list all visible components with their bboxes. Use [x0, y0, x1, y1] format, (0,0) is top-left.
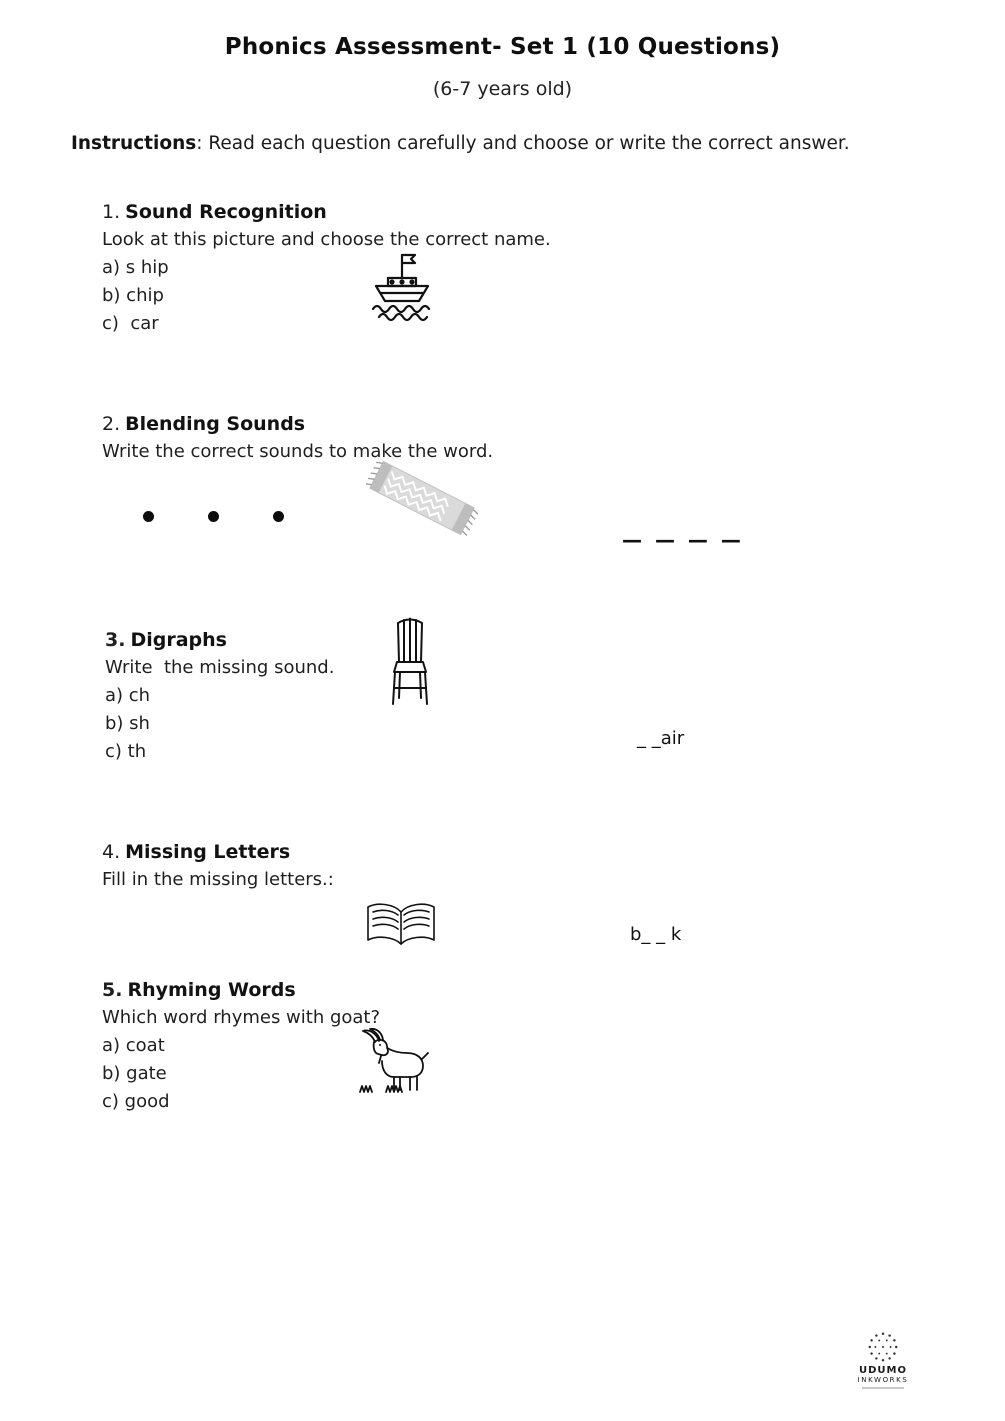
question-3 [105, 626, 334, 766]
brand-logo [852, 1330, 914, 1389]
question-5-heading [102, 976, 380, 1004]
question-4-title: Missing Letters [125, 841, 291, 863]
chair-icon [388, 616, 432, 708]
question-2-title: Blending Sounds [125, 413, 306, 435]
answer-blank-q2: — — — — [622, 528, 744, 552]
instructions [71, 133, 850, 154]
question-4 [102, 838, 334, 894]
question-3-number: 3. [105, 629, 126, 651]
question-3-option-a: a) ch [105, 685, 151, 706]
question-5-prompt: Which word rhymes with goat? [102, 1007, 381, 1028]
question-3-option-b: b) sh [105, 713, 150, 734]
question-5 [102, 976, 380, 1116]
question-4-heading [102, 838, 334, 866]
instructions-label: Instructions [71, 133, 197, 154]
question-2-prompt: Write the correct sounds to make the word. [102, 441, 494, 462]
question-5-number: 5. [102, 979, 123, 1001]
question-2-number: 2. [102, 413, 121, 435]
ship-icon [368, 250, 436, 322]
instructions-text: : Read each question carefully and choose or write the correct answer. [196, 133, 850, 154]
page-title: Phonics Assessment- Set 1 (10 Questions) [224, 34, 781, 60]
question-1-heading [102, 198, 551, 226]
brand-name: UDUMO [859, 1365, 907, 1376]
scarf-icon [366, 452, 478, 548]
answer-blank-q3: _ _air [637, 728, 685, 749]
question-5-option-a: a) coat [102, 1035, 165, 1056]
answer-blank-q4: b_ _ k [630, 924, 682, 945]
question-5-option-c: c) good [102, 1091, 170, 1112]
book-icon [362, 900, 440, 952]
question-3-option-c: c) th [105, 741, 147, 762]
phoneme-dot [143, 511, 154, 522]
question-1-title: Sound Recognition [125, 201, 327, 223]
question-1-number: 1. [102, 201, 121, 223]
question-1-option-b: b) chip [102, 285, 164, 306]
question-4-number: 4. [102, 841, 121, 863]
brand-mark-icon [866, 1330, 900, 1364]
question-3-heading [105, 626, 334, 654]
question-3-title: Digraphs [130, 629, 227, 651]
phoneme-dot [208, 511, 219, 522]
question-5-title: Rhyming Words [127, 979, 296, 1001]
brand-subname: INKWORKS [857, 1376, 909, 1384]
question-1-option-a: a) s hip [102, 257, 169, 278]
question-3-prompt: Write the missing sound. [105, 657, 335, 678]
phoneme-dot [273, 511, 284, 522]
question-1-option-c: c) car [102, 313, 159, 334]
question-5-option-b: b) gate [102, 1063, 167, 1084]
question-1 [102, 198, 551, 338]
question-4-prompt: Fill in the missing letters.: [102, 869, 334, 890]
phoneme-dots [143, 511, 284, 522]
question-1-prompt: Look at this picture and choose the correct name. [102, 229, 551, 250]
goat-icon [352, 1028, 430, 1094]
page-subtitle: (6-7 years old) [432, 78, 573, 100]
brand-tagline [862, 1387, 904, 1389]
question-2-heading [102, 410, 493, 438]
